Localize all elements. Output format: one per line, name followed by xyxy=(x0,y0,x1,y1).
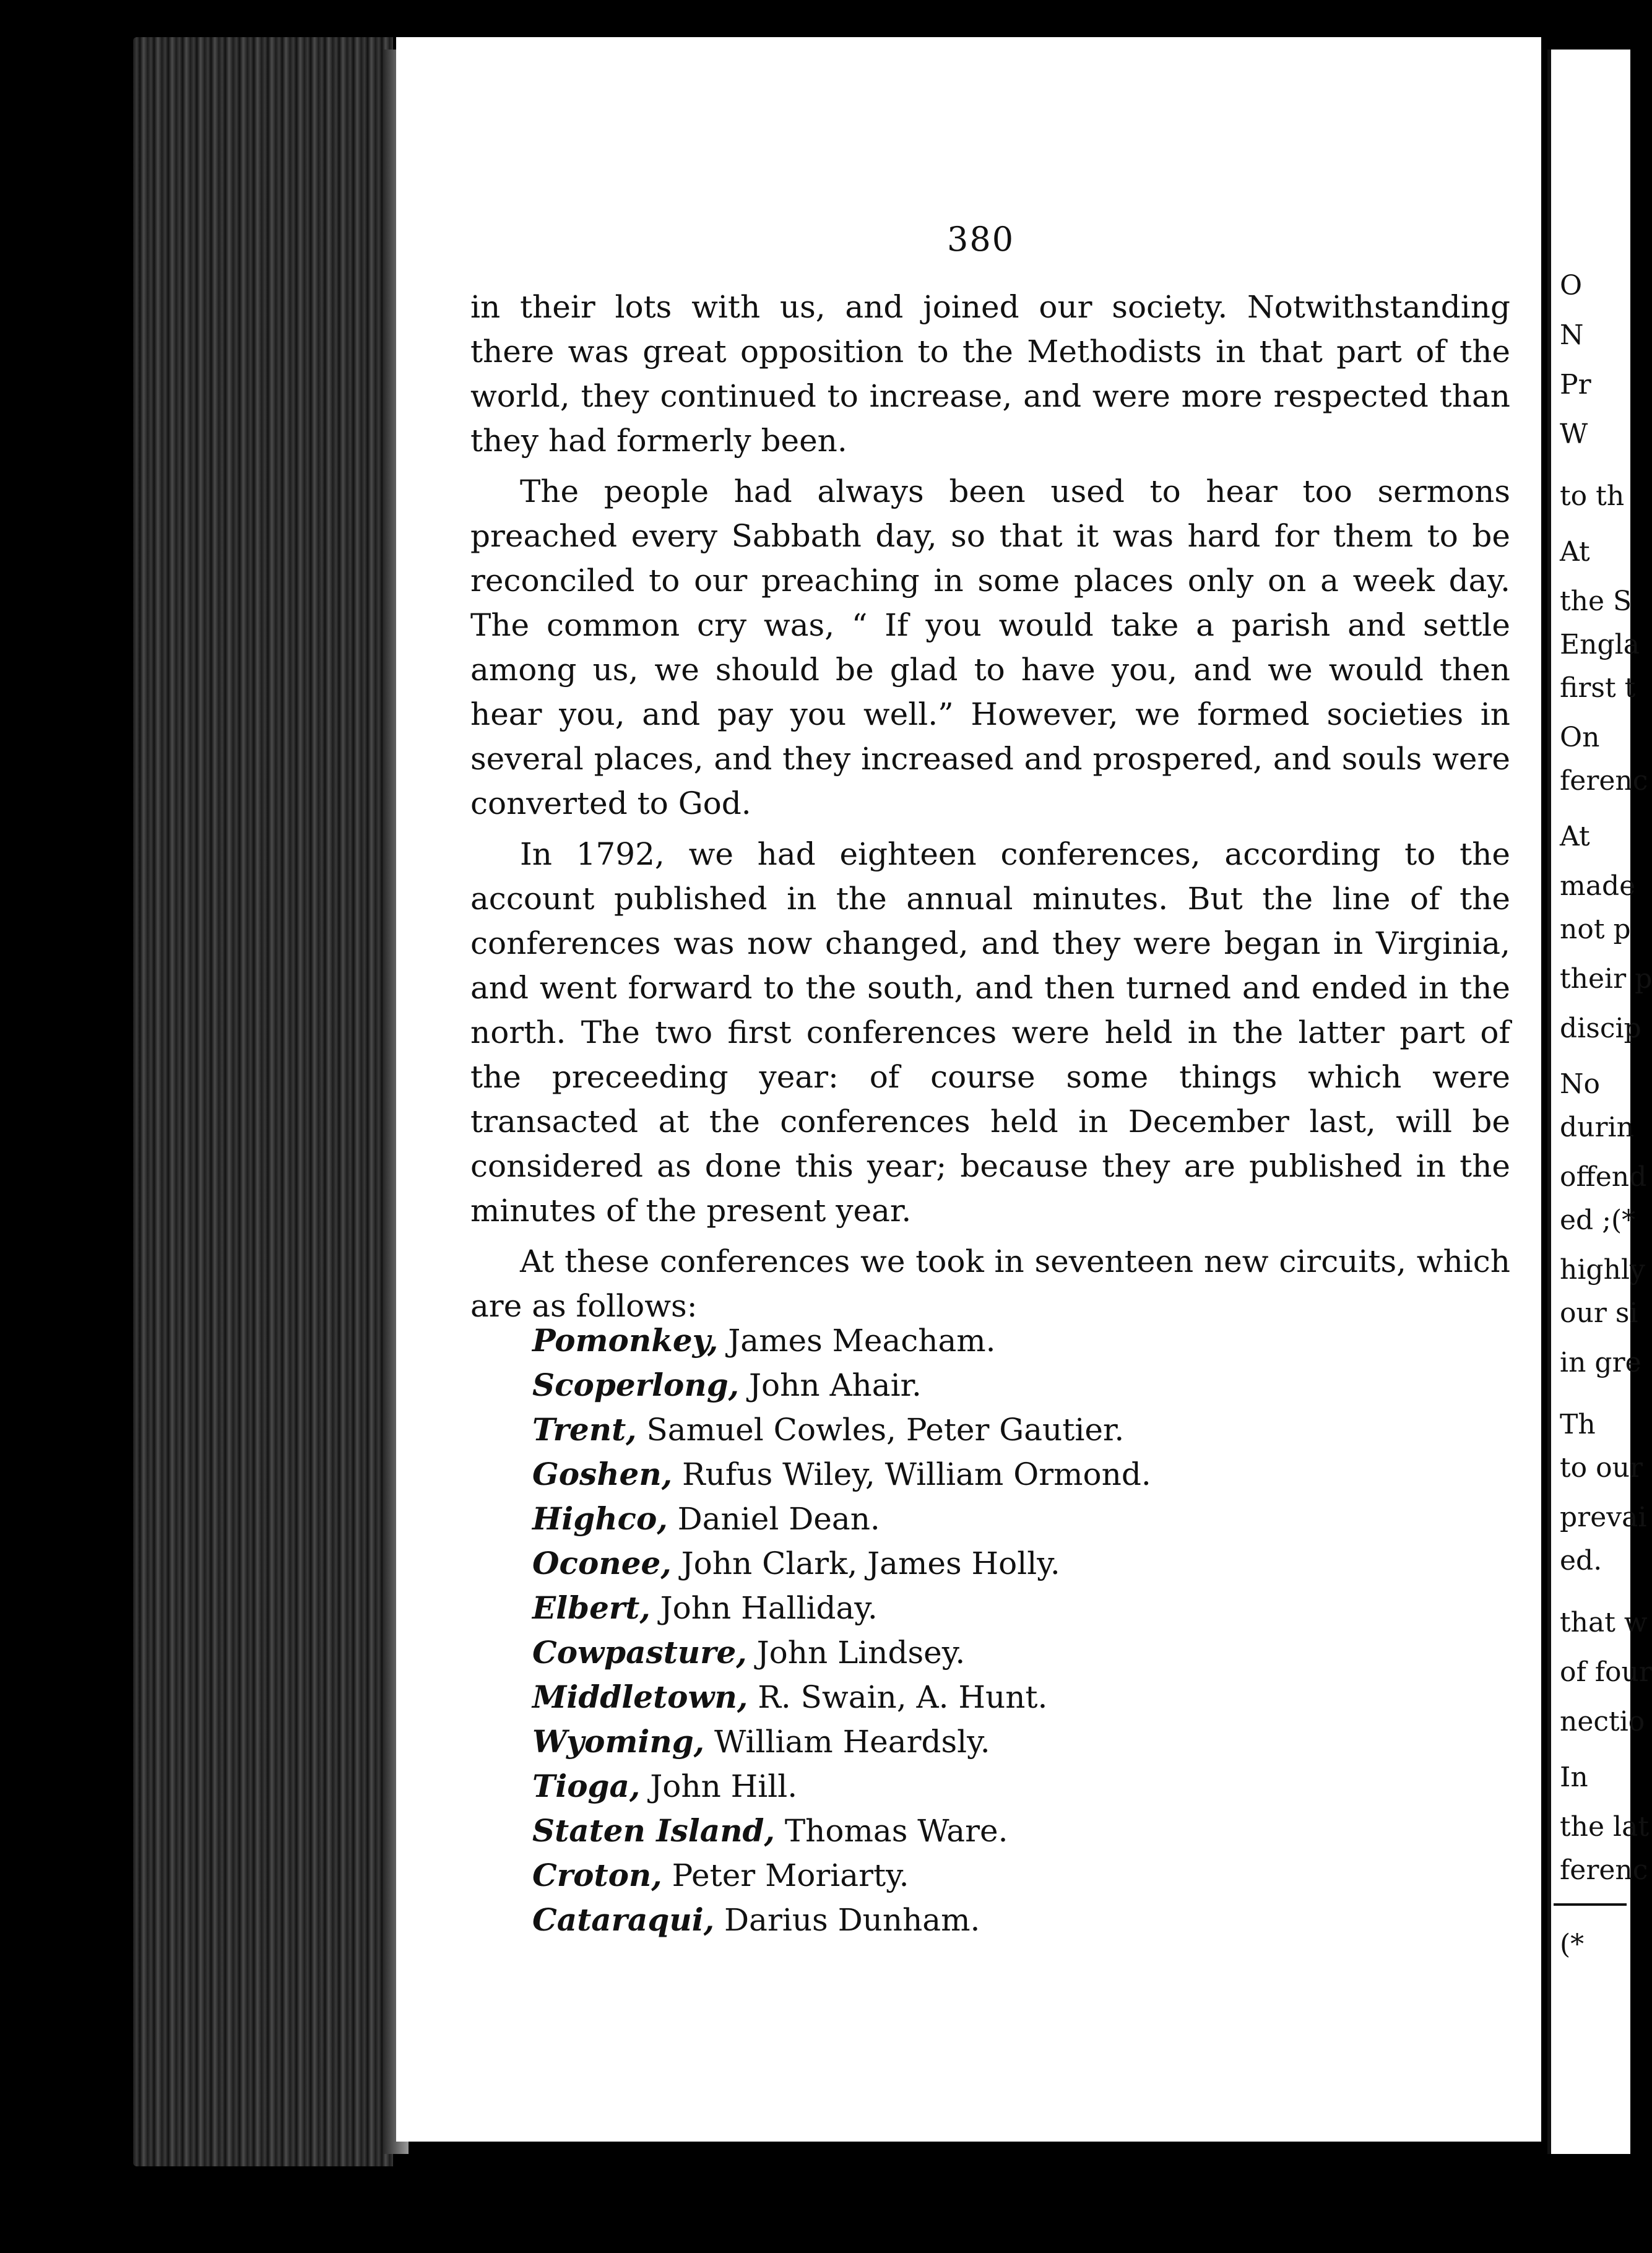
facing-page-text-fragment: the S xyxy=(1560,586,1632,617)
facing-page-text-fragment: first t xyxy=(1560,672,1636,704)
circuit-name: Wyoming, xyxy=(532,1723,705,1760)
facing-page-text-fragment: nectio xyxy=(1560,1706,1645,1737)
facing-page-edge xyxy=(1547,50,1652,2154)
circuit-entry xyxy=(532,1630,1275,1675)
facing-page-text-fragment: At xyxy=(1560,536,1590,568)
paragraph: At these conferences we took in seventeen new circuits, which are as follows: xyxy=(470,1243,1510,1324)
facing-page-text-fragment: their p xyxy=(1560,963,1652,995)
circuit-preachers: Daniel Dean. xyxy=(677,1501,880,1537)
circuit-entry xyxy=(532,1675,1275,1719)
facing-page-text-fragment: W xyxy=(1560,418,1588,450)
facing-page-text-fragment: that w xyxy=(1560,1607,1648,1638)
facing-page-text-fragment: Pr xyxy=(1560,369,1591,400)
circuit-entry xyxy=(532,1363,1275,1408)
paragraph: in their lots with us, and joined our society. Notwithstanding there was great opposition to the Methodists in that part of the world, they continued to increase, and were more respected than they had formerly been. xyxy=(470,289,1510,459)
circuit-preachers: John Halliday. xyxy=(660,1590,878,1626)
facing-page-text-fragment: the lat xyxy=(1560,1811,1650,1843)
circuit-entry xyxy=(532,1318,1275,1363)
circuit-preachers: James Meacham. xyxy=(728,1323,996,1359)
paragraph: The people had always been used to hear too sermons preached every Sabbath day, so that it was hard for them to be reconciled to our preaching in some places only on a week day. The common cry was, “ If you would take a parish and settle among us, we should be glad to have you, and we would then hear you, and pay you well.” However, we formed societies in several places, and they increased and prospered, and souls were converted to God. xyxy=(470,474,1510,821)
facing-page-text-fragment: In xyxy=(1560,1762,1588,1793)
facing-page-text-fragment: N xyxy=(1560,319,1584,351)
facing-page-text-fragment: discip xyxy=(1560,1013,1641,1044)
circuit-name: Trent, xyxy=(532,1411,637,1448)
circuit-name: Pomonkey, xyxy=(532,1322,719,1359)
facing-page-text-fragment: O xyxy=(1560,270,1583,301)
circuit-entry xyxy=(532,1764,1275,1809)
book-page-edges xyxy=(133,37,393,2166)
facing-page-text-fragment: highly xyxy=(1560,1254,1645,1286)
facing-page-text-fragment: prevai xyxy=(1560,1502,1647,1533)
facing-page-text-fragment: made xyxy=(1560,870,1636,902)
circuit-name: Goshen, xyxy=(532,1456,673,1492)
circuit-preachers: R. Swain, A. Hunt. xyxy=(758,1679,1048,1715)
facing-page-text-fragment: On xyxy=(1560,722,1600,753)
circuit-entry xyxy=(532,1497,1275,1541)
circuit-name: Middletown, xyxy=(532,1679,748,1715)
circuit-entry xyxy=(532,1853,1275,1898)
page-number: 380 xyxy=(947,220,1015,259)
facing-page-text-fragment: No xyxy=(1560,1068,1600,1100)
circuit-name: Cataraqui, xyxy=(532,1901,715,1938)
circuit-preachers: William Heardsly. xyxy=(714,1724,990,1760)
facing-page-text-fragment: At xyxy=(1560,821,1590,852)
facing-page-text-fragment: to th xyxy=(1560,480,1625,512)
circuit-entry xyxy=(532,1719,1275,1764)
facing-page-text-fragment: offend xyxy=(1560,1161,1647,1193)
circuit-name: Croton, xyxy=(532,1857,662,1893)
facing-page-text-fragment: of four xyxy=(1560,1656,1652,1688)
paragraph: In 1792, we had eighteen conferences, according to the account published in the annual minutes. But the line of the conferences was now changed, and they were began in Virginia, and went forward to the south, and then turned and ended in the north. The two first conferences were held in the latter part of the preceeding year: of course some things which were transacted at the conferences held in December last, will be considered as done this year; because they are published in the minutes of the present year. xyxy=(470,836,1510,1229)
circuit-preachers: John Lindsey. xyxy=(756,1635,966,1671)
circuit-entry xyxy=(532,1452,1275,1497)
circuit-entry xyxy=(532,1898,1275,1942)
footnote-rule xyxy=(1554,1903,1627,1906)
facing-page-text-fragment: ed ;(* xyxy=(1560,1204,1636,1236)
circuit-preachers: Thomas Ware. xyxy=(784,1813,1008,1849)
circuit-preachers: Samuel Cowles, Peter Gautier. xyxy=(646,1412,1125,1448)
circuit-preachers: Peter Moriarty. xyxy=(672,1857,909,1893)
circuit-entry xyxy=(532,1408,1275,1452)
facing-page-text-fragment: not p xyxy=(1560,914,1631,945)
circuit-name: Elbert, xyxy=(532,1589,651,1626)
circuit-preachers: Darius Dunham. xyxy=(724,1902,980,1938)
facing-page-text-fragment: in gre xyxy=(1560,1347,1641,1378)
facing-page-text-fragment: ed. xyxy=(1560,1545,1602,1576)
circuit-name: Staten Island, xyxy=(532,1812,775,1849)
facing-page-text-fragment: durin xyxy=(1560,1112,1634,1143)
circuit-preachers: John Clark, James Holly. xyxy=(681,1546,1060,1581)
circuit-list xyxy=(532,1318,1275,1942)
circuit-preachers: Rufus Wiley, William Ormond. xyxy=(682,1456,1151,1492)
facing-page-text-fragment: ferenc xyxy=(1560,765,1648,797)
circuit-name: Cowpasture, xyxy=(532,1634,747,1671)
facing-page-text-fragment: (* xyxy=(1560,1929,1585,1960)
circuit-name: Tioga, xyxy=(532,1768,641,1804)
facing-page-text-fragment: to our xyxy=(1560,1452,1643,1484)
facing-page-text-fragment: Engla xyxy=(1560,629,1640,660)
facing-page-text-fragment: Th xyxy=(1560,1409,1596,1440)
facing-page-text-fragment: our si xyxy=(1560,1297,1638,1329)
circuit-preachers: John Hill. xyxy=(650,1768,798,1804)
facing-page-text-fragment: ferenc xyxy=(1560,1854,1648,1886)
circuit-name: Highco, xyxy=(532,1500,668,1537)
circuit-entry xyxy=(532,1809,1275,1853)
circuit-entry xyxy=(532,1541,1275,1586)
circuit-entry xyxy=(532,1586,1275,1630)
circuit-preachers: John Ahair. xyxy=(749,1367,922,1403)
circuit-name: Oconee, xyxy=(532,1545,672,1581)
page-body xyxy=(470,285,1510,1334)
circuit-name: Scoperlong, xyxy=(532,1367,740,1403)
